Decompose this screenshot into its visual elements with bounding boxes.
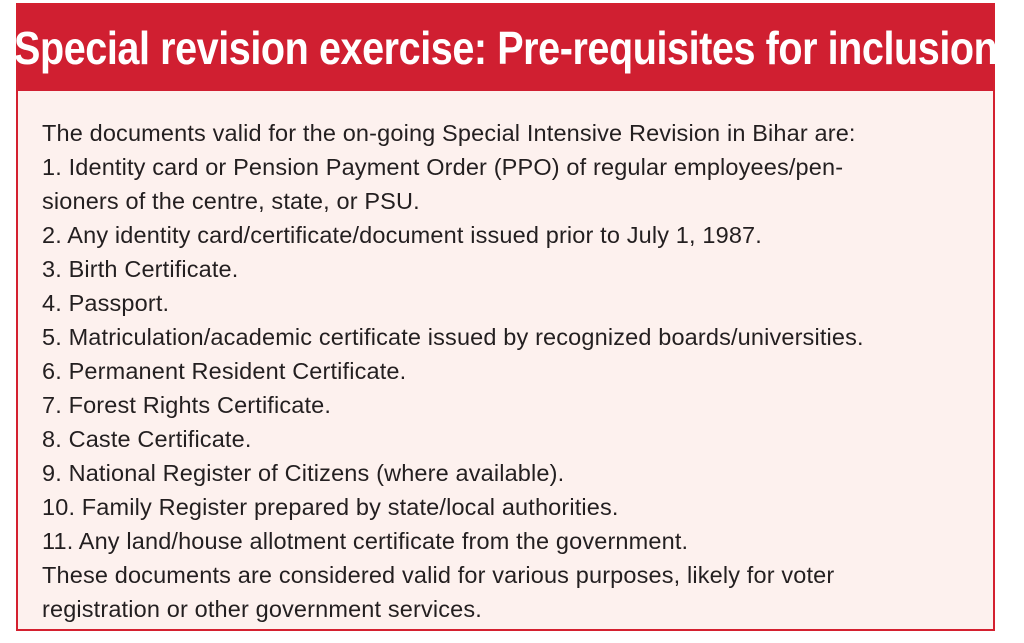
page-title: Special revision exercise: Pre-requisites for inclusion: [13, 22, 998, 74]
list-item: 3. Birth Certificate.: [42, 256, 239, 282]
document-list-text: [42, 116, 982, 626]
list-item: 4. Passport.: [42, 290, 170, 316]
list-item: 8. Caste Certificate.: [42, 426, 252, 452]
info-box: [13, 3, 998, 631]
list-item: 6. Permanent Resident Certificate.: [42, 358, 407, 384]
closing-text: These documents are considered valid for various purposes, likely for voter: [42, 562, 835, 588]
list-item: 1. Identity card or Pension Payment Order (PPO) of regular employees/pen-: [42, 154, 844, 180]
list-item: 10. Family Register prepared by state/local authorities.: [42, 494, 619, 520]
list-item: 11. Any land/house allotment certificate from the government.: [42, 528, 689, 554]
list-item: 5. Matriculation/academic certificate issued by recognized boards/universities.: [42, 324, 864, 350]
list-item: 7. Forest Rights Certificate.: [42, 392, 332, 418]
intro-text: The documents valid for the on-going Special Intensive Revision in Bihar are:: [42, 120, 856, 146]
header-banner: [13, 5, 998, 91]
list-item: 9. National Register of Citizens (where available).: [42, 460, 565, 486]
list-item: 2. Any identity card/certificate/document issued prior to July 1, 1987.: [42, 222, 762, 248]
list-item: sioners of the centre, state, or PSU.: [42, 188, 420, 214]
closing-text: registration or other government services.: [42, 596, 482, 622]
